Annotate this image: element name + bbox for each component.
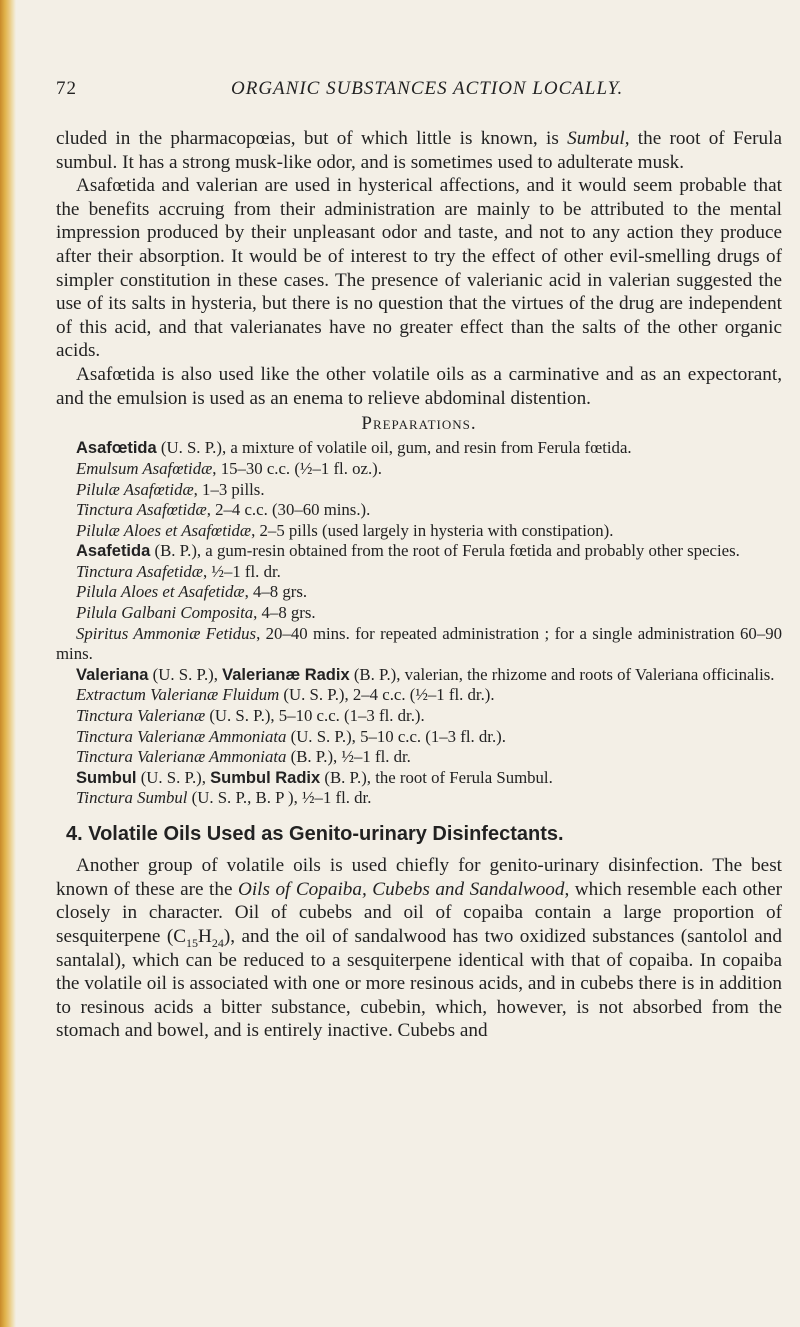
page-body [56, 127, 782, 1043]
paragraph-sumbul: cluded in the pharmacopœias, but of which little is known, is Sumbul, the root of Ferula sumbul. It has a strong musk-like odor, and is sometimes used to adulterate musk. [56, 128, 783, 173]
prep-subitem: Pilulæ Aloes et Asafœtidæ, 2–5 pills (used largely in hysteria with constipation). [76, 520, 614, 540]
prep-subitem: Tinctura Asafœtidæ, 2–4 c.c. (30–60 mins.). [76, 500, 371, 520]
prep-subitem: Tinctura Valerianæ Ammoniata (B. P.), ½–1 fl. dr. [76, 747, 411, 767]
prep-subitem: Emulsum Asafœtidæ, 15–30 c.c. (½–1 fl. oz.). [76, 458, 382, 478]
book-spine-edge [0, 0, 16, 1327]
prep-entry-sumbul: Sumbul (U. S. P.), Sumbul Radix (B. P.), the root of Ferula Sumbul. [76, 767, 553, 787]
running-title: ORGANIC SUBSTANCES ACTION LOCALLY. [231, 78, 624, 99]
paragraph-hysteria: Asafœtida and valerian are used in hysterical affections, and it would seem probable that the benefits accruing from their administration are mainly to be attributed to the mental impression produced by their unpleasant odor and taste, and not to any action they produce after their absorption. It would be of interest to try the effect of other evil-smelling drugs of simpler constitution in these cases. The presence of valerianic acid in valerian suggested the use of its salts in hysteria, but there is no question that the virtues of the drug are independent of this acid, and that valerianates have no greater effect than the salts of the other organic acids. [56, 175, 782, 362]
running-header [56, 78, 782, 102]
prep-subitem: Spiritus Ammoniæ Fetidus, 20–40 mins. for repeated administration ; for a single administration 60–90 mins. [56, 623, 782, 664]
prep-subitem: Pilula Aloes et Asafetidæ, 4–8 grs. [76, 582, 308, 602]
preparations-heading: Preparations. [361, 413, 477, 435]
paragraph-carminative: Asafœtida is also used like the other volatile oils as a carminative and as an expectorant, and the emulsion is used as an enema to relieve abdominal distention. [56, 363, 782, 409]
prep-entry-asafetida-bp: Asafetida (B. P.), a gum-resin obtained from the root of Ferula fœtida and probably other species. [76, 541, 740, 561]
prep-subitem: Pilulæ Asafœtidæ, 1–3 pills. [76, 479, 265, 499]
prep-entry-valeriana: Valeriana (U. S. P.), Valerianæ Radix (B. P.), valerian, the rhizome and roots of Valeriana officinalis. [76, 664, 775, 684]
page-number: 72 [56, 78, 77, 99]
prep-subitem: Tinctura Sumbul (U. S. P., B. P ), ½–1 fl. dr. [76, 788, 372, 808]
prep-subitem: Extractum Valerianæ Fluidum (U. S. P.), 2–4 c.c. (½–1 fl. dr.). [76, 685, 495, 705]
prep-subitem: Tinctura Asafetidæ, ½–1 fl. dr. [76, 561, 281, 581]
prep-subitem: Tinctura Valerianæ Ammoniata (U. S. P.), 5–10 c.c. (1–3 fl. dr.). [76, 726, 506, 746]
prep-subitem: Pilula Galbani Composita, 4–8 grs. [76, 603, 316, 623]
prep-subitem: Tinctura Valerianæ (U. S. P.), 5–10 c.c. (1–3 fl. dr.). [76, 706, 425, 726]
preparations-list [56, 438, 782, 809]
prep-entry-asafoetida-usp: Asafœtida (U. S. P.), a mixture of volatile oil, gum, and resin from Ferula fœtida. [76, 438, 632, 458]
paragraph-genito-urinary: Another group of volatile oils is used chiefly for genito-urinary disinfection. The best known of these are the Oils of Copaiba, Cubebs and Sandalwood, which resemble each other closely in character. Oil of cubebs and oil of copaiba contain a large proportion of sesquiterpene $(C_{15}H_{24})$, and the oil of sandalwood has two oxidized substances (santolol and santalal), which can be reduced to a sesquiterpene identical with that of copaiba. In copaiba the volatile oil is associated with one or more resinous acids, and in cubebs there is in addition to resinous acids a bitter substance, cubebin, which, however, is not absorbed from the stomach and bowel, and is entirely inactive. Cubebs and [56, 855, 782, 1042]
section-heading: 4. Volatile Oils Used as Genito-urinary Disinfectants. [66, 823, 564, 846]
